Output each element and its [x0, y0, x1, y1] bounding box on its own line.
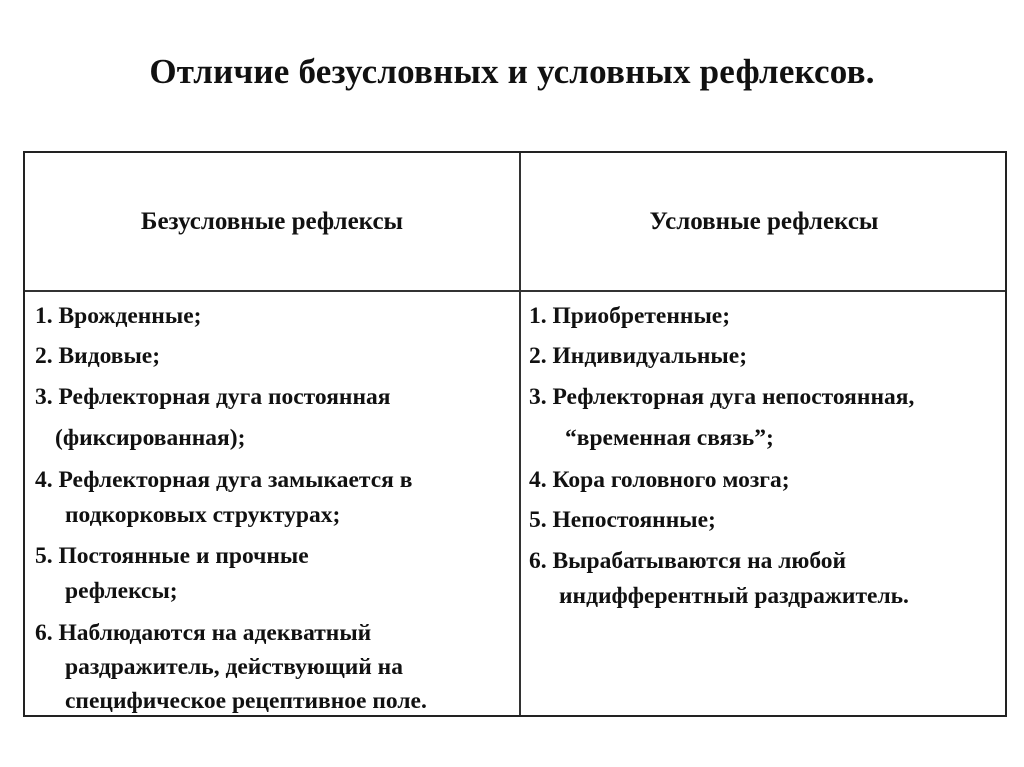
right-item-6: 6. Вырабатываются на любой	[529, 548, 847, 574]
right-item-5: 5. Непостоянные;	[529, 507, 716, 533]
left-item-2: 2. Видовые;	[35, 343, 161, 369]
left-item-1: 1. Врожденные;	[35, 303, 202, 329]
right-item-1: 1. Приобретенные;	[529, 303, 731, 329]
header-unconditioned: Безусловные рефлексы	[140, 207, 404, 235]
left-item-5: 5. Постоянные и прочные	[35, 543, 309, 569]
left-item-6-cont-2: специфическое рецептивное поле.	[65, 688, 427, 714]
left-item-5-cont: рефлексы;	[65, 578, 178, 604]
right-item-4: 4. Кора головного мозга;	[529, 467, 790, 493]
right-item-3-cont: “временная связь”;	[565, 425, 774, 451]
header-divider	[25, 290, 1005, 292]
comparison-table	[23, 151, 1007, 717]
left-item-6: 6. Наблюдаются на адекватный	[35, 620, 372, 646]
left-item-3-cont: (фиксированная);	[55, 425, 246, 451]
right-item-2: 2. Индивидуальные;	[529, 343, 748, 369]
right-item-3: 3. Рефлекторная дуга непостоянная,	[529, 384, 915, 410]
left-item-4: 4. Рефлекторная дуга замыкается в	[35, 467, 413, 493]
left-item-3: 3. Рефлекторная дуга постоянная	[35, 384, 391, 410]
header-conditioned: Условные рефлексы	[649, 207, 879, 235]
slide-title: Отличие безусловных и условных рефлексов.	[149, 52, 875, 91]
left-item-6-cont-1: раздражитель, действующий на	[65, 654, 403, 680]
left-item-4-cont: подкорковых структурах;	[65, 502, 341, 528]
right-item-6-cont: индифферентный раздражитель.	[559, 583, 909, 609]
